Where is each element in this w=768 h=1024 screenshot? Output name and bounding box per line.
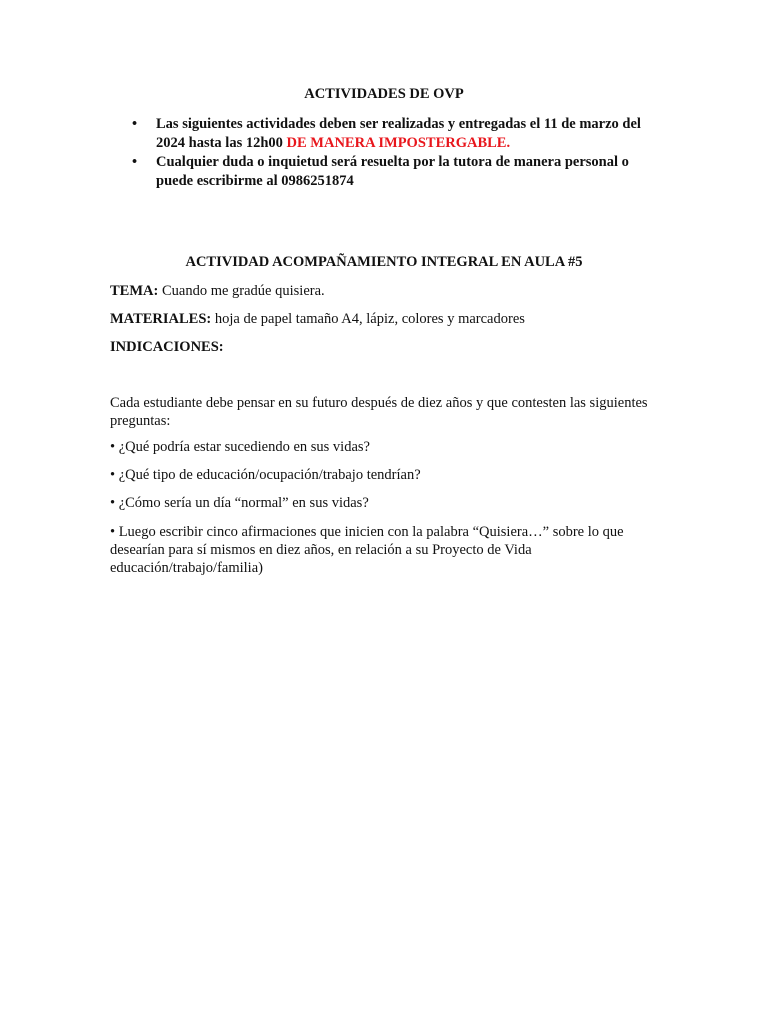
tema-label: TEMA: [110, 283, 159, 299]
indicaciones-label: INDICACIONES: [110, 339, 224, 355]
instructions-intro: Cada estudiante debe pensar en su futuro después de diez años y que contesten las siguientes preguntas: [110, 395, 648, 429]
question-2: • ¿Qué tipo de educación/ocupación/trabajo tendrían? [110, 467, 421, 483]
materiales-value: hoja de papel tamaño A4, lápiz, colores y marcadores [214, 311, 525, 327]
notice-contact-text: Cualquier duda o inquietud será resuelta por la tutora de manera personal o puede escribirme al 0986251874 [156, 154, 629, 189]
notice-item-deadline [128, 115, 668, 153]
question-4: • Luego escribir cinco afirmaciones que inicien con la palabra “Quisiera…” sobre lo que desearían para sí mismos en diez años, en relación a su Proyecto de Vida educación/trabajo/familia) [110, 524, 624, 576]
activity-title: ACTIVIDAD ACOMPAÑAMIENTO INTEGRAL EN AULA #5 [185, 254, 583, 270]
question-3: • ¿Cómo sería un día “normal” en sus vidas? [110, 495, 369, 511]
tema-line [110, 282, 670, 300]
bullet-icon: • [132, 116, 138, 132]
notice-list [128, 115, 668, 191]
bullet-icon: • [132, 154, 138, 170]
materiales-label: MATERIALES: [110, 311, 212, 327]
notice-deadline-text: Las siguientes actividades deben ser realizadas y entregadas el 11 de marzo del 2024 hasta las 12h00 [156, 116, 641, 151]
notice-item-contact [128, 153, 668, 191]
indicaciones-line [110, 338, 670, 356]
page-title: ACTIVIDADES DE OVP [304, 86, 464, 102]
question-1: • ¿Qué podría estar sucediendo en sus vidas? [110, 439, 370, 455]
tema-value: Cuando me gradúe quisiera. [161, 283, 325, 299]
materiales-line [110, 310, 670, 328]
notice-deadline-emphasis: DE MANERA IMPOSTERGABLE. [286, 135, 511, 151]
